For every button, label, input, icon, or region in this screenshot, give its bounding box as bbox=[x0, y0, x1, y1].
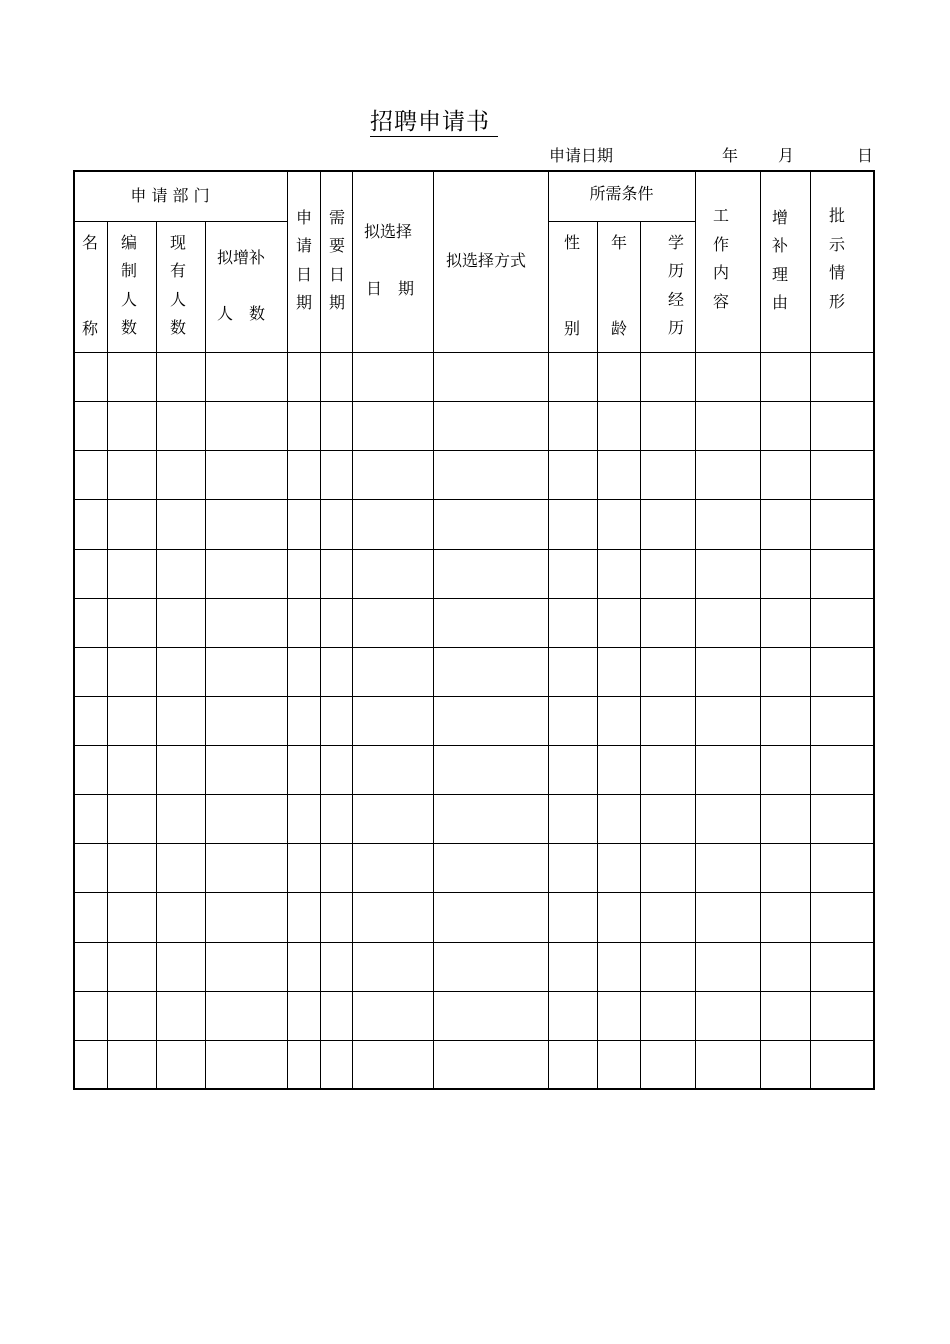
age-header: 年 bbox=[610, 233, 627, 252]
table-row-line bbox=[75, 598, 873, 599]
approval-header: 形 bbox=[828, 292, 845, 311]
table-row-line bbox=[75, 942, 873, 943]
education-header: 历 bbox=[667, 318, 684, 337]
column-divider bbox=[760, 171, 761, 1089]
column-divider bbox=[287, 171, 288, 1089]
column-divider bbox=[695, 171, 696, 1089]
reason-header: 由 bbox=[771, 293, 788, 312]
recruitment-form-table bbox=[73, 170, 875, 1090]
work-content-header: 工 bbox=[712, 206, 729, 225]
table-row-line bbox=[75, 1040, 873, 1041]
table-row-line bbox=[75, 499, 873, 500]
dept-group-divider bbox=[75, 221, 287, 222]
quota-header: 数 bbox=[120, 318, 137, 337]
table-row-line bbox=[75, 549, 873, 550]
reason-header: 增 bbox=[771, 208, 788, 227]
column-divider bbox=[548, 171, 549, 1089]
reason-header: 补 bbox=[771, 236, 788, 255]
need-date-header: 期 bbox=[328, 293, 345, 312]
reason-header: 理 bbox=[771, 265, 788, 284]
dept-group-header: 申 请 部 门 bbox=[130, 186, 210, 205]
name-header: 名 bbox=[81, 233, 98, 252]
table-row-line bbox=[75, 352, 873, 353]
table-row-line bbox=[75, 401, 873, 402]
current-header: 人 bbox=[169, 290, 186, 309]
table-row-line bbox=[75, 892, 873, 893]
conditions-group-divider bbox=[548, 221, 695, 222]
planned-header: 拟增补 bbox=[216, 248, 265, 267]
apply-date-label: 申请日期 bbox=[549, 146, 614, 165]
education-header: 经 bbox=[667, 290, 684, 309]
month-label: 月 bbox=[778, 146, 795, 165]
table-row-line bbox=[75, 745, 873, 746]
table-row-line bbox=[75, 843, 873, 844]
need-date-header: 日 bbox=[328, 265, 345, 284]
work-content-header: 容 bbox=[712, 292, 729, 311]
current-header: 现 bbox=[169, 233, 186, 252]
column-divider bbox=[320, 171, 321, 1089]
work-content-header: 作 bbox=[712, 235, 729, 254]
gender-header: 别 bbox=[563, 319, 580, 338]
table-row-line bbox=[75, 450, 873, 451]
table-row-line bbox=[75, 647, 873, 648]
name-header: 称 bbox=[81, 319, 98, 338]
table-row-line bbox=[75, 991, 873, 992]
current-header: 有 bbox=[169, 261, 186, 280]
gender-header: 性 bbox=[563, 233, 580, 252]
conditions-group-header: 所需条件 bbox=[589, 184, 654, 203]
approval-header: 示 bbox=[828, 235, 845, 254]
select-date-header: 日 期 bbox=[365, 279, 414, 298]
apply-date-header: 期 bbox=[295, 293, 312, 312]
education-header: 学 bbox=[667, 233, 684, 252]
planned-header: 人 数 bbox=[216, 304, 265, 323]
column-divider bbox=[810, 171, 811, 1089]
apply-date-header: 申 bbox=[295, 208, 312, 227]
column-divider bbox=[433, 171, 434, 1089]
table-row-line bbox=[75, 794, 873, 795]
approval-header: 批 bbox=[828, 206, 845, 225]
need-date-header: 需 bbox=[328, 208, 345, 227]
need-date-header: 要 bbox=[328, 236, 345, 255]
education-header: 历 bbox=[667, 261, 684, 280]
apply-date-header: 请 bbox=[295, 236, 312, 255]
column-divider bbox=[352, 171, 353, 1089]
select-date-header: 拟选择 bbox=[363, 222, 412, 241]
age-header: 龄 bbox=[610, 319, 627, 338]
day-label: 日 bbox=[857, 146, 874, 165]
apply-date-header: 日 bbox=[295, 265, 312, 284]
current-header: 数 bbox=[169, 318, 186, 337]
quota-header: 人 bbox=[120, 290, 137, 309]
year-label: 年 bbox=[722, 146, 739, 165]
approval-header: 情 bbox=[828, 263, 845, 282]
form-title: 招聘申请书 bbox=[370, 108, 498, 137]
quota-header: 制 bbox=[120, 261, 137, 280]
work-content-header: 内 bbox=[712, 263, 729, 282]
select-method-header: 拟选择方式 bbox=[445, 251, 526, 270]
quota-header: 编 bbox=[120, 233, 137, 252]
table-row-line bbox=[75, 696, 873, 697]
